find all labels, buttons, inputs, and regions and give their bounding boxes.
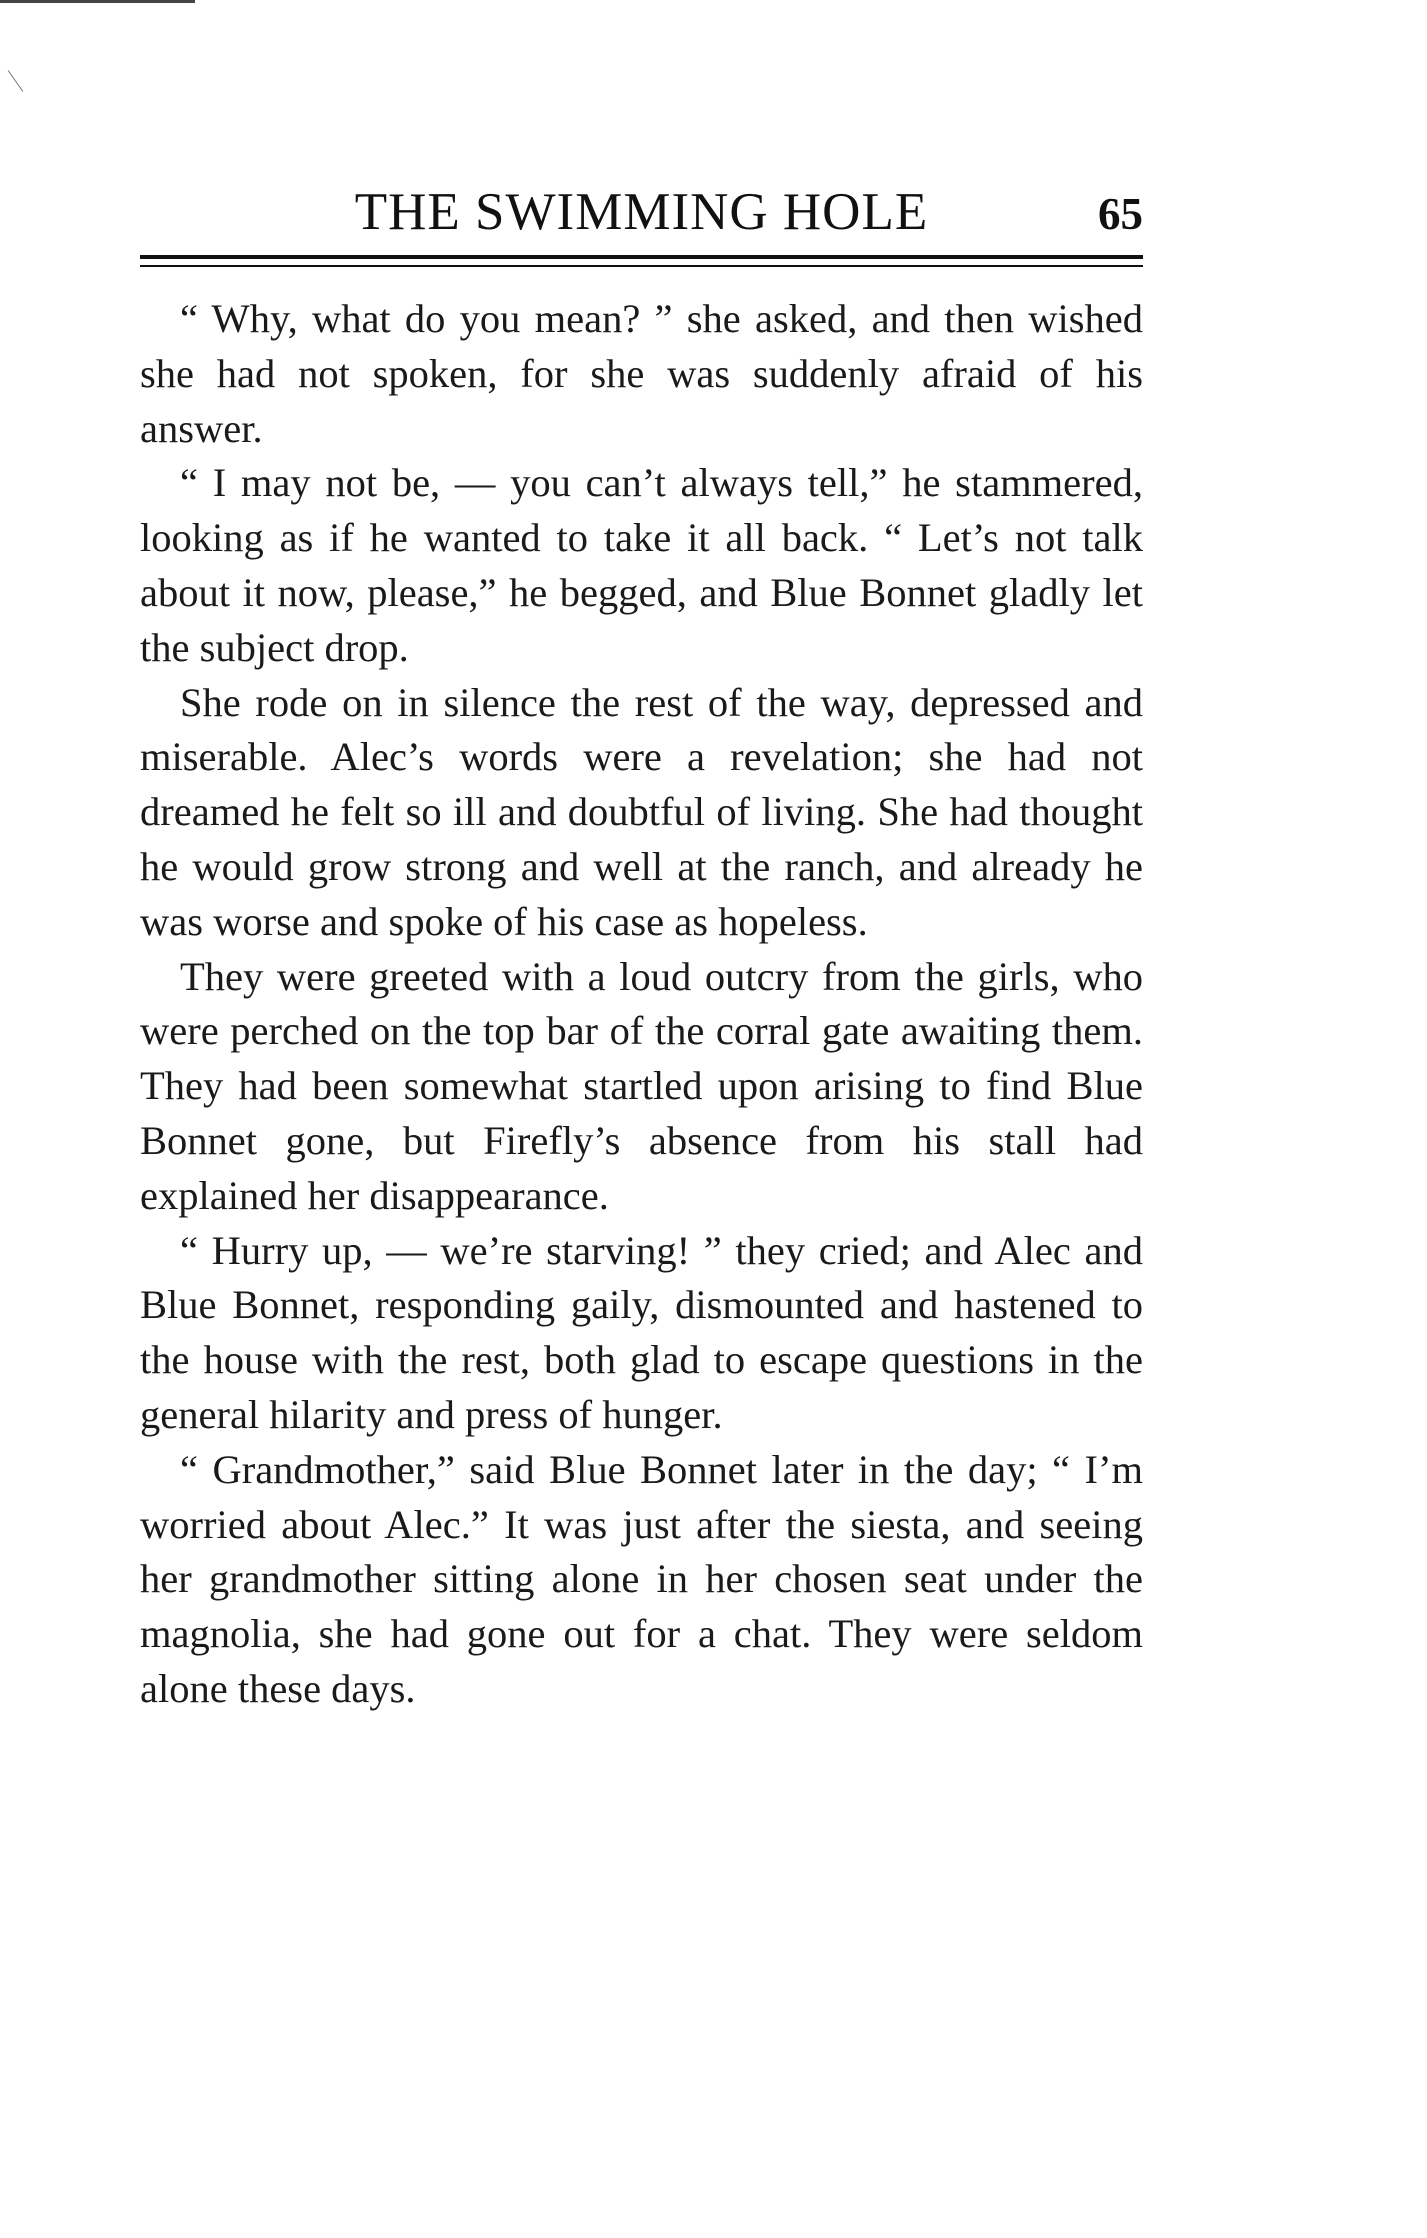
header-rule-thin — [140, 265, 1143, 267]
scan-speck — [8, 70, 24, 92]
paragraph-6: “ Grandmother,” said Blue Bonnet later in the day; “ I’m worried about Alec.” It was just after the siesta, and seeing her grandmother sitting alone in her chosen seat under the magnolia, she had gone out for a chat. They were seldom alone these days. — [140, 1446, 1143, 1711]
scan-edge-mark — [0, 0, 195, 3]
body-text — [140, 292, 1143, 1717]
paragraph-2: “ I may not be, — you can’t always tell,” he stammered, looking as if he wanted to take it all back. “ Let’s not talk about it now, please,” he begged, and Blue Bonnet gladly let the subject drop. — [140, 460, 1143, 670]
paragraph-5: “ Hurry up, — we’re starving! ” they cried; and Alec and Blue Bonnet, responding gaily, dismounted and hastened to the house with the rest, both glad to escape questions in the general hilarity and press of hunger. — [140, 1227, 1143, 1437]
header-rule-thick — [140, 255, 1143, 259]
paragraph-4: They were greeted with a loud outcry from the girls, who were perched on the top bar of the corral gate awaiting them. They had been somewhat startled upon arising to find Blue Bonnet gone, but Firefly’s absence from his stall had explained her disappearance. — [140, 953, 1143, 1218]
page-number: 65 — [1098, 189, 1143, 239]
paragraph-3: She rode on in silence the rest of the way, depressed and miserable. Alec’s words were a revelation; she had not dreamed he felt so ill and doubtful of living. She had thought he would grow strong and well at the ranch, and already he was worse and spoke of his case as hopeless. — [140, 679, 1143, 944]
paragraph-1: “ Why, what do you mean? ” she asked, and then wished she had not spoken, for she was suddenly afraid of his answer. — [140, 296, 1143, 451]
running-head — [140, 182, 1143, 242]
running-title: THE SWIMMING HOLE — [354, 183, 929, 241]
